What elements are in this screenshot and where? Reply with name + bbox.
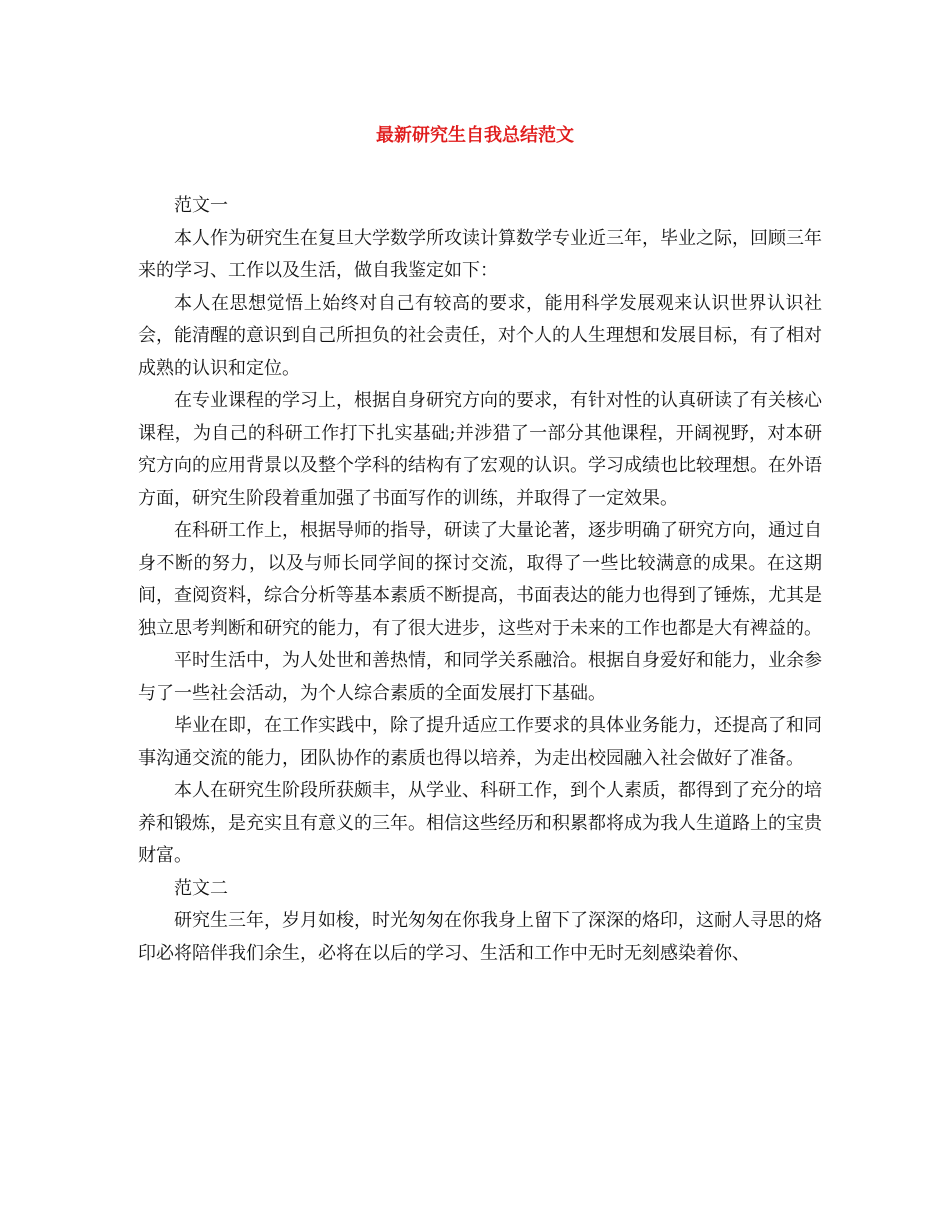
document-title: 最新研究生自我总结范文: [376, 125, 574, 146]
paragraph: 在科研工作上，根据导师的指导，研读了大量论著，逐步明确了研究方向，通过自身不断的努力，以及与师长同学间的探讨交流，取得了一些比较满意的成果。在这期间，查阅资料，综合分析等基本素质不断提高，书面表达的能力也得到了锤炼，尤其是独立思考判断和研究的能力，有了很大进步，这些对于未来的工作也都是大有裨益的。: [138, 520, 822, 639]
paragraph: 本人作为研究生在复旦大学数学所攻读计算数学专业近三年，毕业之际，回顾三年来的学习、工作以及生活，做自我鉴定如下：: [138, 227, 822, 281]
paragraph: 本人在思想觉悟上始终对自己有较高的要求，能用科学发展观来认识世界认识社会，能清醒的意识到自己所担负的社会责任，对个人的人生理想和发展目标，有了相对成熟的认识和定位。: [138, 292, 822, 379]
section-heading-2: 范文二: [174, 877, 228, 899]
paragraph: 研究生三年，岁月如梭，时光匆匆在你我身上留下了深深的烙印，这耐人寻思的烙印必将陪伴我们余生，必将在以后的学习、生活和工作中无时无刻感染着你、: [138, 910, 822, 964]
paragraph: 平时生活中，为人处世和善热情，和同学关系融洽。根据自身爱好和能力，业余参与了一些社会活动，为个人综合素质的全面发展打下基础。: [138, 650, 822, 704]
paragraph: 本人在研究生阶段所获颇丰，从学业、科研工作，到个人素质，都得到了充分的培养和锻炼，是充实且有意义的三年。相信这些经历和积累都将成为我人生道路上的宝贵财富。: [138, 780, 822, 866]
paragraph: 毕业在即，在工作实践中，除了提升适应工作要求的具体业务能力，还提高了和同事沟通交流的能力，团队协作的素质也得以培养，为走出校园融入社会做好了准备。: [138, 715, 822, 769]
section-heading-1: 范文一: [174, 195, 228, 216]
paragraph: 在专业课程的学习上，根据自身研究方向的要求，有针对性的认真研读了有关核心课程，为自己的科研工作打下扎实基础;并涉猎了一部分其他课程，开阔视野，对本研究方向的应用背景以及整个学科的结构有了宏观的认识。学习成绩也比较理想。在外语方面，研究生阶段着重加强了书面写作的训练，并取得了一定效果。: [138, 390, 822, 509]
document-body: [138, 190, 822, 970]
